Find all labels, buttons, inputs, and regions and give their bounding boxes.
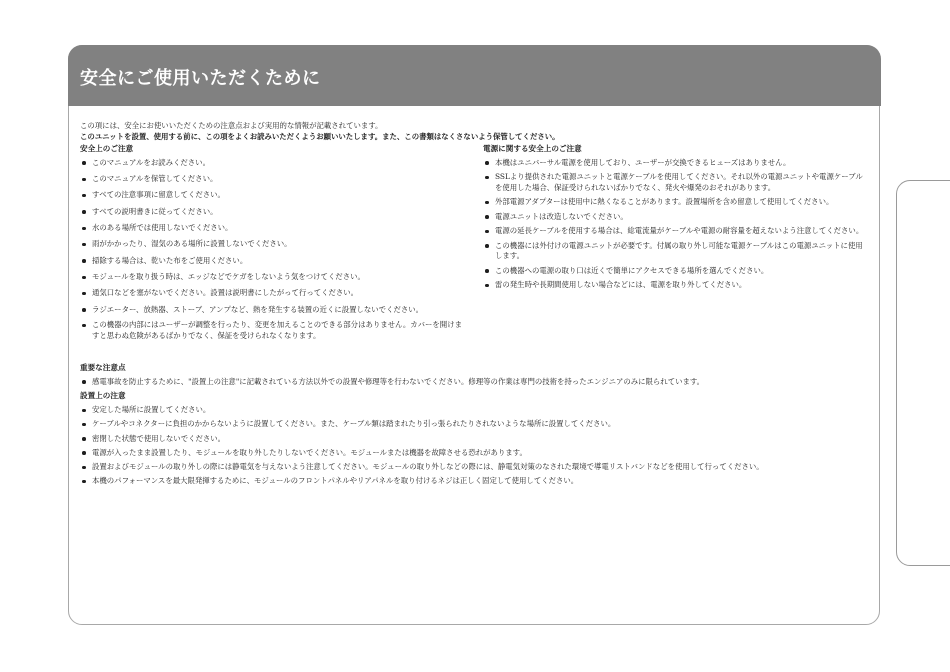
list-item: 掃除する場合は、乾いた布をご使用ください。 — [80, 256, 469, 267]
list-item: この機器の内部にはユーザーが調整を行ったり、変更を加えることのできる部分はありません。カバーを開けますと思わぬ危険があるばかりでなく、保証を受けられなくなります。 — [80, 320, 469, 341]
list-item: このマニュアルを保管してください。 — [80, 174, 469, 185]
side-tab — [896, 180, 950, 566]
install-heading: 設置上の注意 — [80, 391, 126, 401]
list-item: 雷の発生時や長期間使用しない場合などには、電源を取り外してください。 — [483, 280, 870, 291]
list-item: 水のある場所では使用しないでください。 — [80, 223, 469, 234]
list-item: ケーブルやコネクターに負担のかからないように設置してください。また、ケーブル類は踏まれたり引っ張られたりされないような場所に設置してください。 — [80, 419, 870, 430]
list-item: この機器には外付けの電源ユニットが必要です。付属の取り外し可能な電源ケーブルはこの電源ユニットに使用します。 — [483, 241, 870, 262]
install-list — [80, 405, 870, 487]
list-item: 感電事故を防止するために、"設置上の注意"に記載されている方法以外での設置や修理等を行わないでください。修理等の作業は専門の技術を持ったエンジニアのみに限られています。 — [80, 377, 870, 388]
safety-heading: 安全上のご注意 — [80, 144, 134, 154]
safety-list — [80, 158, 469, 341]
power-heading: 電源に関する安全上のご注意 — [483, 144, 582, 154]
intro — [80, 121, 870, 142]
safety-column — [80, 144, 469, 346]
list-item: 電源が入ったまま設置したり、モジュールを取り外したりしないでください。モジュールまたは機器を故障させる恐れがあります。 — [80, 448, 870, 459]
list-item: 通気口などを塞がないでください。設置は説明書にしたがって行ってください。 — [80, 288, 469, 299]
intro-notice: このユニットを設置、使用する前に、この項をよくお読みいただくようお願いいたします。また、この書類はなくさないよう保管してください。 — [80, 131, 560, 141]
list-item: 設置およびモジュールの取り外しの際には静電気を与えないよう注意してください。モジュールの取り外しなどの際には、静電気対策のなされた環境で導電リストバンドなどを使用して行ってください。 — [80, 462, 870, 473]
list-item: この機器への電源の取り口は近くで簡単にアクセスできる場所を選んでください。 — [483, 266, 870, 277]
list-item: すべての注意事項に留意してください。 — [80, 190, 469, 201]
power-column — [483, 144, 870, 346]
content-area — [80, 121, 870, 490]
list-item: 電源ユニットは改造しないでください。 — [483, 212, 870, 223]
list-item: すべての説明書きに従ってください。 — [80, 207, 469, 218]
list-item: ラジエーター、放熱器、ストーブ、アンプなど、熱を発生する装置の近くに設置しないでください。 — [80, 305, 469, 316]
list-item: 雨がかかったり、湿気のある場所に設置しないでください。 — [80, 239, 469, 250]
important-list — [80, 377, 870, 388]
list-item: 安定した場所に設置してください。 — [80, 405, 870, 416]
important-heading: 重要な注意点 — [80, 363, 126, 373]
list-item: 本機のパフォーマンスを最大限発揮するために、モジュールのフロントパネルやリアパネルを取り付けるネジは正しく固定して使用してください。 — [80, 476, 870, 487]
list-item: モジュールを取り扱う時は、エッジなどでケガをしないよう気をつけてください。 — [80, 272, 469, 283]
list-item: SSLより提供された電源ユニットと電源ケーブルを使用してください。それ以外の電源ユニットや電源ケーブルを使用した場合、保証受けられないばかりでなく、発火や爆発のおそれがあります。 — [483, 172, 870, 193]
list-item: 電源の延長ケーブルを使用する場合は、総電流量がケーブルや電源の耐容量を超えないよう注意してください。 — [483, 226, 870, 237]
lower-section — [80, 363, 870, 487]
power-list — [483, 158, 870, 291]
two-column-section — [80, 144, 870, 346]
list-item: 本機はユニバーサル電源を使用しており、ユーザーが交換できるヒューズはありません。 — [483, 158, 870, 169]
list-item: 密閉した状態で使用しないでください。 — [80, 434, 870, 445]
page-title: 安全にご使用いただくために — [80, 68, 321, 89]
intro-text: この項には、安全にお使いいただくための注意点および実用的な情報が記載されています。 — [80, 121, 383, 130]
list-item: 外部電源アダプターは使用中に熱くなることがあります。設置場所を含め留意して使用してください。 — [483, 197, 870, 208]
list-item: このマニュアルをお読みください。 — [80, 158, 469, 169]
